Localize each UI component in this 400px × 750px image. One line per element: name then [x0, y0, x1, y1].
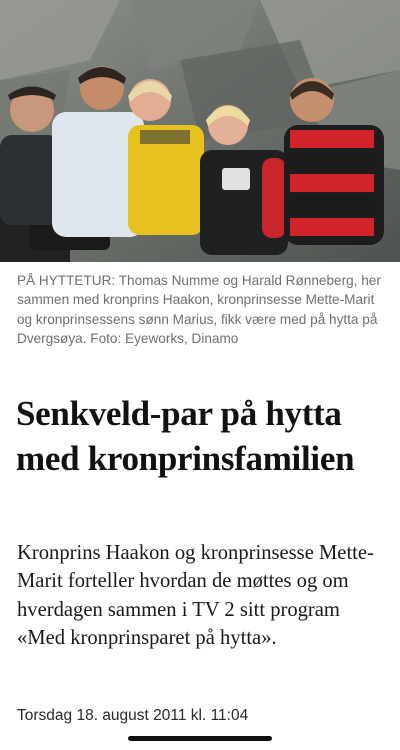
published-date: Torsdag 18. august 2011 kl. 11:04	[17, 707, 249, 724]
photo-illustration	[0, 0, 400, 262]
article-lead: Kronprins Haakon og kronprinsesse Mette-Marit forteller hvordan de møttes og om hverdagen sammen i TV 2 sitt program «Med kronprinsparet på hytta».	[17, 542, 374, 650]
article-headline: Senkveld-par på hytta med kronprinsfamilien	[16, 394, 355, 478]
photo-caption: PÅ HYTTETUR: Thomas Numme og Harald Rønneberg, her sammen med kronprins Haakon, kronprinsesse Mette-Marit og kronprinsessens sønn Marius, fikk være med på hytta på Dvergsøya. Foto: Eyeworks, Dinamo	[17, 273, 381, 347]
article-photo[interactable]	[0, 0, 400, 262]
home-indicator[interactable]	[128, 736, 272, 741]
